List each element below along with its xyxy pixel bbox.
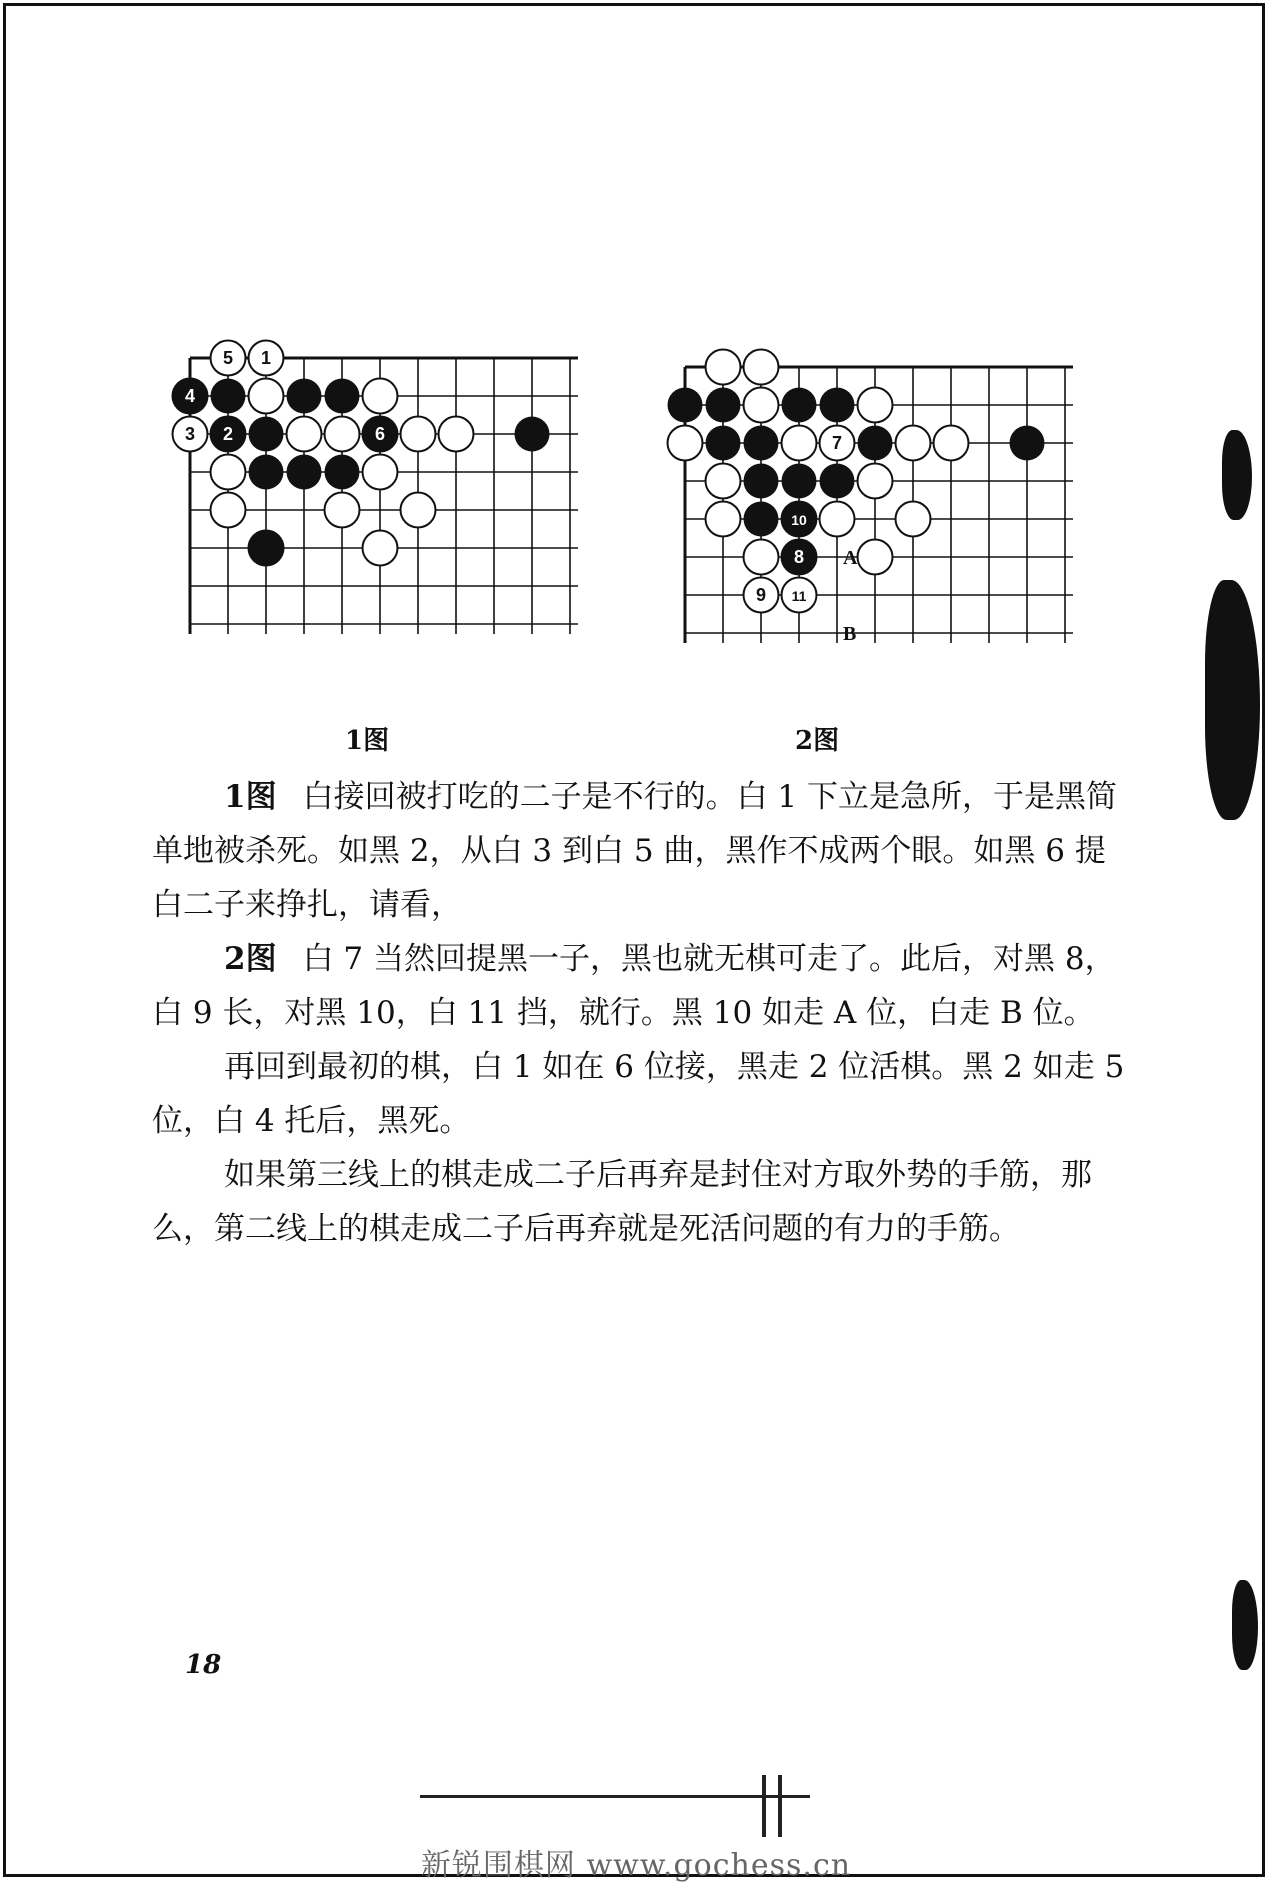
- white-stone: [896, 426, 931, 461]
- black-stone: [782, 464, 817, 499]
- black-stone: [325, 379, 360, 414]
- paragraph-3-text: 再回到最初的棋，白 1 如在 6 位接，黑走 2 位活棋。黑 2 如走 5 位，白 4 托后，黑死。: [152, 1049, 1125, 1139]
- white-stone: [858, 540, 893, 575]
- white-stone: [211, 493, 246, 528]
- black-stone: [782, 388, 817, 423]
- black-stone: [515, 417, 550, 452]
- diagram-2-caption: 2图: [795, 726, 840, 756]
- white-stone: [896, 502, 931, 537]
- white-stone: [363, 455, 398, 490]
- paragraph-2: [152, 932, 1132, 1040]
- white-stone: [706, 502, 741, 537]
- white-stone: [744, 540, 779, 575]
- black-stone: [668, 388, 703, 423]
- point-label: B: [843, 623, 857, 645]
- stone-number: 3: [184, 424, 196, 444]
- paragraph-4-text: 如果第三线上的棋走成二子后再弃是封住对方取外势的手筋，那么，第二线上的棋走成二子后再弃就是死活问题的有力的手筋。: [152, 1157, 1092, 1247]
- point-label: A: [843, 547, 858, 569]
- stone-number: 8: [793, 547, 805, 567]
- white-stone: [706, 350, 741, 385]
- white-stone: [744, 350, 779, 385]
- paragraph-2-text: 白 7 当然回提黑一子，黑也就无棋可走了。此后，对黑 8，白 9 长，对黑 10，白 11 挡，就行。黑 10 如走 A 位，白走 B 位。: [152, 941, 1116, 1031]
- black-stone: [325, 455, 360, 490]
- white-stone: [363, 531, 398, 566]
- black-stone: [1010, 426, 1045, 461]
- stone-number: 9: [755, 585, 767, 605]
- diagram-1-caption: 1图: [345, 726, 390, 756]
- go-diagram-2: [660, 325, 1110, 685]
- black-stone: [858, 426, 893, 461]
- black-stone: [820, 388, 855, 423]
- white-stone: [401, 417, 436, 452]
- stone-number: 1: [260, 348, 272, 368]
- stone-number: 5: [222, 348, 234, 368]
- white-stone: [934, 426, 969, 461]
- stone-number: 4: [184, 386, 196, 406]
- white-stone: [858, 388, 893, 423]
- stone-number: 10: [791, 512, 807, 528]
- white-stone: [211, 455, 246, 490]
- white-stone: [858, 464, 893, 499]
- paragraph-3: [152, 1040, 1132, 1148]
- stone-number: 6: [374, 424, 386, 444]
- stone-number: 2: [222, 424, 234, 444]
- black-stone: [287, 379, 322, 414]
- body-text: [152, 770, 1132, 1256]
- white-stone: [744, 388, 779, 423]
- paragraph-1-tag: 1图: [224, 779, 277, 815]
- binding-mark: [762, 1775, 782, 1837]
- black-stone: [211, 379, 246, 414]
- black-stone: [744, 502, 779, 537]
- white-stone: [325, 493, 360, 528]
- white-stone: [706, 464, 741, 499]
- white-stone: [325, 417, 360, 452]
- white-stone: [668, 426, 703, 461]
- black-stone: [249, 455, 284, 490]
- stone-number: 7: [831, 433, 843, 453]
- black-stone: [706, 388, 741, 423]
- black-stone: [706, 426, 741, 461]
- black-stone: [744, 464, 779, 499]
- white-stone: [439, 417, 474, 452]
- scan-smudge: [1222, 430, 1252, 520]
- paragraph-1-text: 白接回被打吃的二子是不行的。白 1 下立是急所，于是黑简单地被杀死。如黑 2，从白 3 到白 5 曲，黑作不成两个眼。如黑 6 提白二子来挣扎，请看，: [152, 779, 1118, 923]
- black-stone: [249, 531, 284, 566]
- black-stone: [249, 417, 284, 452]
- bottom-rule: [420, 1795, 810, 1798]
- white-stone: [363, 379, 398, 414]
- paragraph-2-tag: 2图: [224, 941, 277, 977]
- paragraph-4: [152, 1148, 1132, 1256]
- white-stone: [782, 426, 817, 461]
- go-diagram-1: [160, 330, 610, 660]
- stone-number: 11: [791, 588, 807, 604]
- paragraph-1: [152, 770, 1132, 932]
- white-stone: [287, 417, 322, 452]
- page-number: 18: [185, 1650, 222, 1680]
- black-stone: [287, 455, 322, 490]
- white-stone: [401, 493, 436, 528]
- black-stone: [820, 464, 855, 499]
- footer-watermark: 新锐围棋网 www.gochess.cn: [420, 1848, 852, 1883]
- black-stone: [744, 426, 779, 461]
- white-stone: [249, 379, 284, 414]
- white-stone: [820, 502, 855, 537]
- scan-smudge: [1232, 1580, 1258, 1670]
